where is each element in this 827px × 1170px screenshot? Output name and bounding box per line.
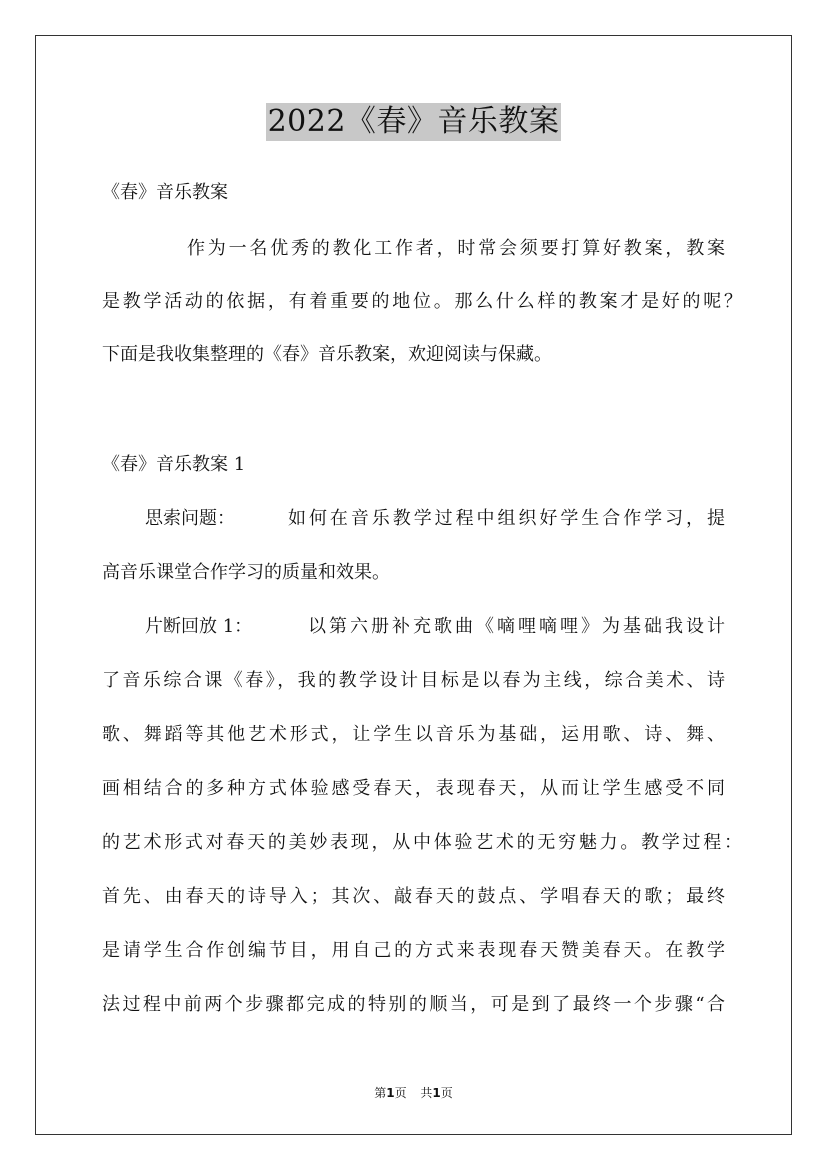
- question-label: 思索问题：: [145, 508, 235, 529]
- title-wrap: [0, 103, 827, 141]
- replay-body-line: 了音乐综合课《春》，我的教学设计目标是以春为主线，综合美术、诗: [102, 670, 725, 691]
- total-suffix: 页: [440, 1086, 453, 1100]
- replay-body-line: 法过程中前两个步骤都完成的特别的顺当，可是到了最终一个步骤“合: [102, 994, 725, 1015]
- replay-label: 片断回放 1：: [145, 616, 253, 637]
- page-prefix: 第: [374, 1086, 387, 1100]
- total-pages: 1: [432, 1086, 441, 1100]
- replay-body-line: 是请学生合作创编节目，用自己的方式来表现春天赞美春天。在教学: [102, 940, 725, 961]
- page-suffix: 页: [394, 1086, 407, 1100]
- total-prefix: 共: [420, 1086, 433, 1100]
- intro-line-2: 是教学活动的依据，有着重要的地位。那么什么样的教案才是好的呢？: [102, 291, 742, 312]
- replay-body-line: 的艺术形式对春天的美妙表现，从中体验艺术的无穷魅力。教学过程：: [102, 832, 742, 853]
- page-footer: [0, 1085, 827, 1101]
- intro-line-3: 下面是我收集整理的《春》音乐教案，欢迎阅读与保藏。: [102, 344, 552, 365]
- intro-line-1: 作为一名优秀的教化工作者，时常会须要打算好教案，教案: [187, 238, 725, 259]
- replay-body-line: 画相结合的多种方式体验感受春天，表现春天，从而让学生感受不同: [102, 778, 725, 799]
- question-line-2: 高音乐课堂合作学习的质量和效果。: [102, 562, 390, 583]
- document-title: 2022《春》音乐教案: [267, 104, 560, 139]
- section-heading: 《春》音乐教案 1: [102, 454, 246, 475]
- document-subtitle: 《春》音乐教案: [102, 182, 228, 203]
- replay-line-1: 以第六册补充歌曲《嘀哩嘀哩》为基础我设计: [308, 616, 725, 637]
- question-line-1: 如何在音乐教学过程中组织好学生合作学习，提: [288, 508, 725, 529]
- replay-body-line: 首先、由春天的诗导入；其次、敲春天的鼓点、学唱春天的歌；最终: [102, 886, 725, 907]
- page-number: 1: [386, 1086, 395, 1100]
- replay-body-line: 歌、舞蹈等其他艺术形式，让学生以音乐为基础，运用歌、诗、舞、: [102, 724, 725, 745]
